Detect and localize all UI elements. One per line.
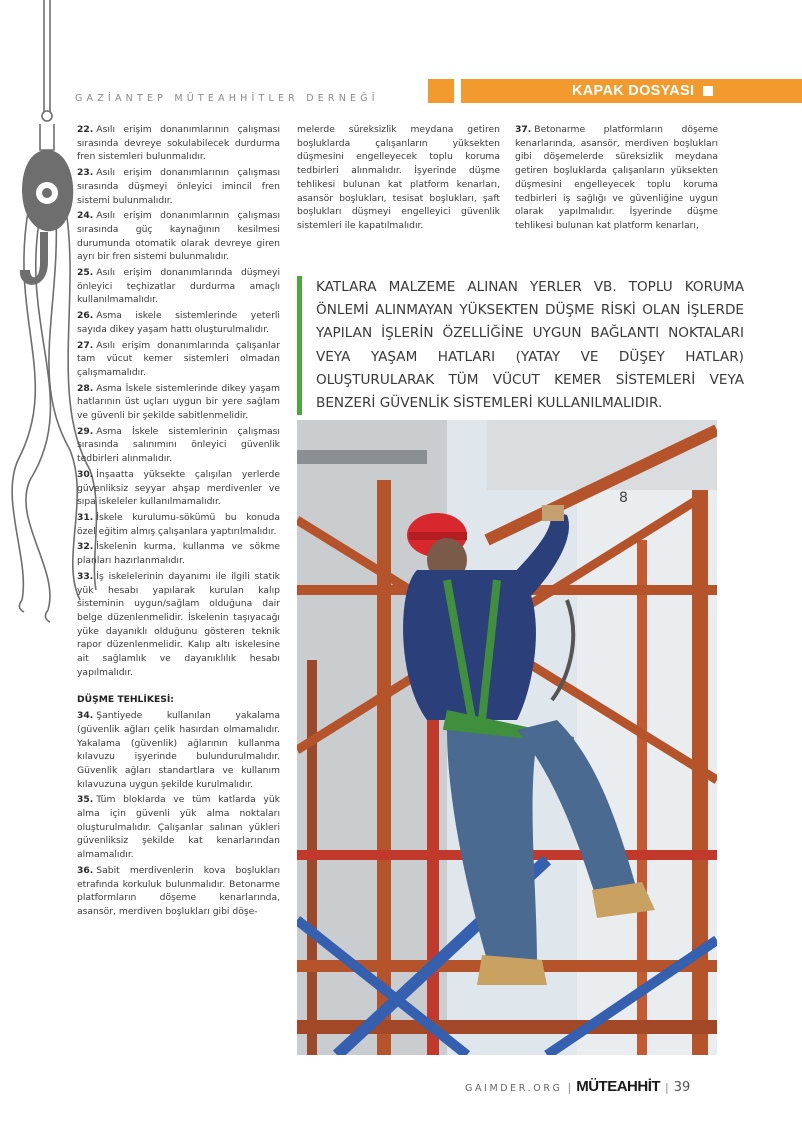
list-item: 37. Betonarme platformların döşeme kenarlarında, asansör, merdiven boşlukları gibi döşemelerde süreksizlik meydana getiren boşluklarda çalışanların yüksekten düşmesini engelleyecek toplu koruma tedbirleri iş sağlığı ve güvenliğine uygun olarak yapılmalıdır. İşyerinde düşme tehlikesi bulunan kat platform kenarları, [515, 124, 718, 231]
list-item: 22. Asılı erişim donanımlarının çalışması sırasında devreye sokulabilecek durdurma fren sistemleri bulunmalıdır. [77, 124, 280, 163]
list-item: 31. İskele kurulumu-sökümü bu konuda özel eğitim almış çalışanlara yaptırılmalıdır. [77, 511, 280, 537]
page-footer [465, 1078, 690, 1095]
text-column-2 [297, 123, 500, 235]
list-item: 25. Asılı erişim donanımlarında düşmeyi önleyici teçhizatlar durdurma amaçlı kullanılmamalıdır. [77, 267, 280, 306]
list-item: 28. Asma İskele sistemlerinde dikey yaşam hatlarının üst uçları uygun bir yere sağlam ve güvenli bir şekilde sabitlenmelidir. [77, 382, 280, 422]
footer-separator-2: | [665, 1081, 669, 1094]
list-item: 34. Şantiyede kullanılan yakalama (güvenlik ağları çelik hasırdan olmamalıdır. Yakalama (güvenlik) ağlarının kullanma kılavuzu işyerinde bulundurulmalıdır. Güvenlik ağları standartlara ve kullanım kılavuzuna uygun şekilde kurulmalıdır. [77, 710, 280, 790]
list-item: 26. Asma iskele sistemlerinde yeterli sayıda dikey yaşam hattı oluşturulmalıdır. [77, 310, 280, 335]
subheading: DÜŞME TEHLİKESİ: [77, 694, 174, 706]
list-item: 27. Asılı erişim donanımlarında çalışanlar tam vücut kemer sistemleri olmadan çalışmamalıdır. [77, 339, 280, 378]
footer-separator: | [567, 1081, 572, 1094]
list-item: 35. Tüm bloklarda ve tüm katlarda yük alma için güvenli yük alma noktaları oluşturulmalıdır. Çalışanlar salınan yükleri güvenliksiz şekilde kat kenarlarından almamalıdır. [77, 794, 280, 861]
footer-brand: MÜTEAHHİT [576, 1078, 661, 1095]
list-item: 29. Asma İskele sistemlerinin çalışması sırasında salınımını önleyici güvenlik tedbirleri alınmalıdır. [77, 425, 280, 465]
list-item: 30. İnşaatta yüksekte çalışılan yerlerde güvenliksiz seyyar ahşap merdivenler ve sıpa iskeleler kullanılmamalıdır. [77, 468, 280, 508]
scaffold-worker-photo [297, 420, 717, 1055]
pull-quote: KATLARA MALZEME ALINAN YERLER VB. TOPLU KORUMA ÖNLEMİ ALINMAYAN YÜKSEKTEN DÜŞME RİSKİ OLAN İŞLERDE YAPILAN İŞLERİN ÖZELLİĞİNE UYGUN BAĞLANTI NOKTALARI VEYA YAŞAM HATLARI (YATAY VE DÜŞEY HATLAR) OLUŞTURULARAK TÜM VÜCUT KEMER SİSTEMLERİ VEYA BENZERİ GÜVENLİK SİSTEMLERİ KULLANILMALIDIR. [297, 276, 744, 415]
header-accent-square [428, 79, 454, 103]
list-item: 23. Asılı erişim donanımlarının çalışması sırasında düşmeyi önleyici imincil fren sistemi bulunmalıdır. [77, 167, 280, 206]
list-item: 24. Asılı erişim donanımlarının çalışması sırasında güç kaynağının kesilmesi durumunda otomatik olarak devreye giren ayrı bir fren sistemi bulunmalıdır. [77, 210, 280, 263]
header-association-name: GAZİANTEP MÜTEAHHİTLER DERNEĞİ [75, 93, 379, 104]
text-column-3 [515, 123, 718, 235]
square-bullet-icon [703, 86, 713, 96]
list-item: 36. Sabit merdivenlerin kova boşlukları etrafında korkuluk bulunmalıdır. Betonarme platformların döşeme kenarlarında, asansör, merdiven boşlukları gibi döşe- [77, 864, 280, 917]
footer-site: GAIMDER.ORG [465, 1083, 563, 1094]
section-label: KAPAK DOSYASI [572, 83, 695, 99]
paragraph: melerde süreksizlik meydana getiren boşluklarda çalışanların yüksekten düşmesini engelleyecek toplu koruma tedbirleri alınmalıdır. İşyerinde düşme tehlikesi bulunan kat platform kenarları, asansör boşlukları, tesisat boşlukları, şaft boşlukları düşmeyi engelleyici güvenlik sistemleri ile kapatılmalıdır. [297, 124, 500, 231]
list-item: 32. İskelenin kurma, kullanma ve sökme planları hazırlanmalıdır. [77, 541, 280, 567]
scaffold-number: 8 [619, 490, 628, 506]
text-column-1 [77, 123, 280, 921]
list-item: 33. İş iskelelerinin dayanımı ile ilgili statik yük hesabı yapılarak kurulan kalıp sisteminin uygun/sağlam olduğuna dair belge düzenlenmelidir. İskelenin taşıyacağı yüke dayanıklı olduğunu gösteren teknik rapor düzenlenmelidir. Kalıp altı iskelesine ait sağlamlık ve dayanıklılık hesabı yapılmalıdır. [77, 570, 280, 678]
page-number: 39 [673, 1080, 691, 1095]
